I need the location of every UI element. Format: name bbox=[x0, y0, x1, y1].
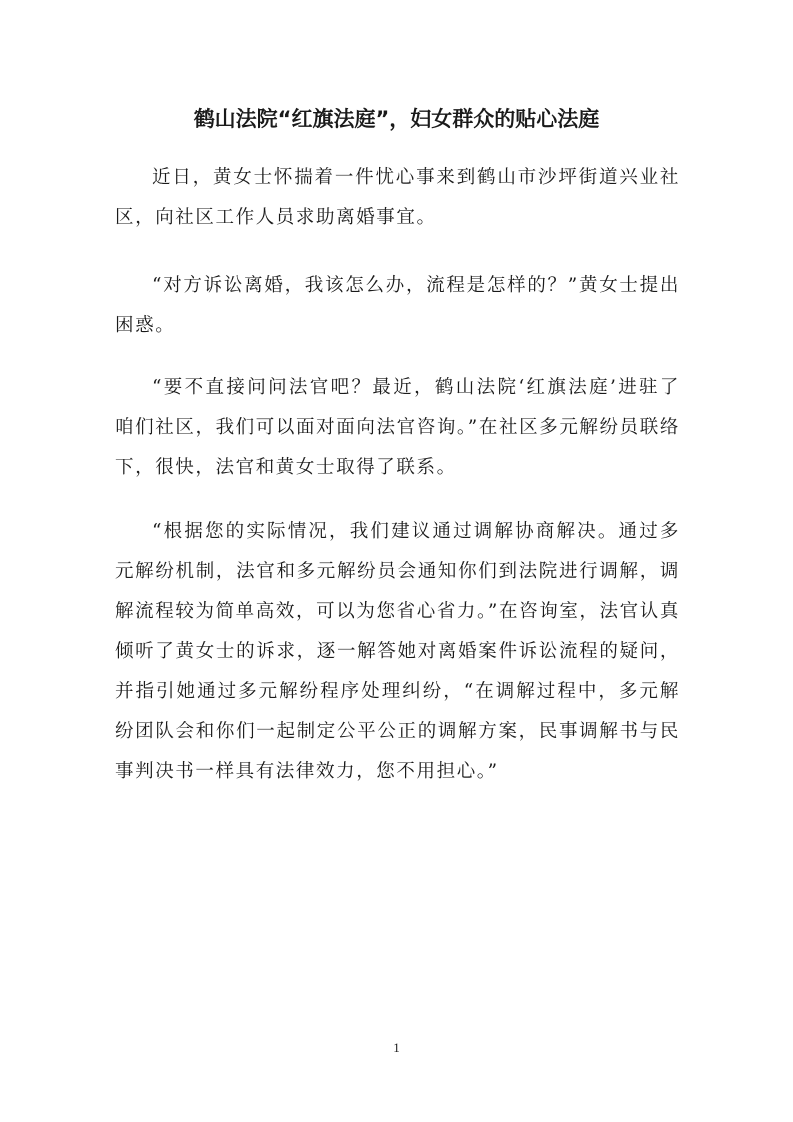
document-title: 鹤山法院“红旗法庭”，妇女群众的贴心法庭 bbox=[193, 107, 600, 131]
paragraph-4: “根据您的实际情况，我们建议通过调解协商解决。通过多元解纷机制，法官和多元解纷员会通知你们到法院进行调解，调解流程较为简单高效，可以为您省心省力。”在咨询室，法官认真倾听了黄女士的诉求，逐一解答她对离婚案件诉讼流程的疑问，并指引她通过多元解纷程序处理纠纷，“在调解过程中，多元解纷团队会和你们一起制定公平公正的调解方案，民事调解书与民事判决书一样具有法律效力，您不用担心。” bbox=[115, 521, 680, 782]
page-number: 1 bbox=[393, 1040, 400, 1055]
paragraph-2: “对方诉讼离婚，我该怎么办，流程是怎样的？”黄女士提出困惑。 bbox=[115, 275, 680, 336]
paragraph-1: 近日，黄女士怀揣着一件忧心事来到鹤山市沙坪街道兴业社区，向社区工作人员求助离婚事宜。 bbox=[115, 167, 680, 228]
paragraph-3: “要不直接问问法官吧？最近，鹤山法院‘红旗法庭’进驻了咱们社区，我们可以面对面向法官咨询。”在社区多元解纷员联络下，很快，法官和黄女士取得了联系。 bbox=[115, 377, 680, 478]
